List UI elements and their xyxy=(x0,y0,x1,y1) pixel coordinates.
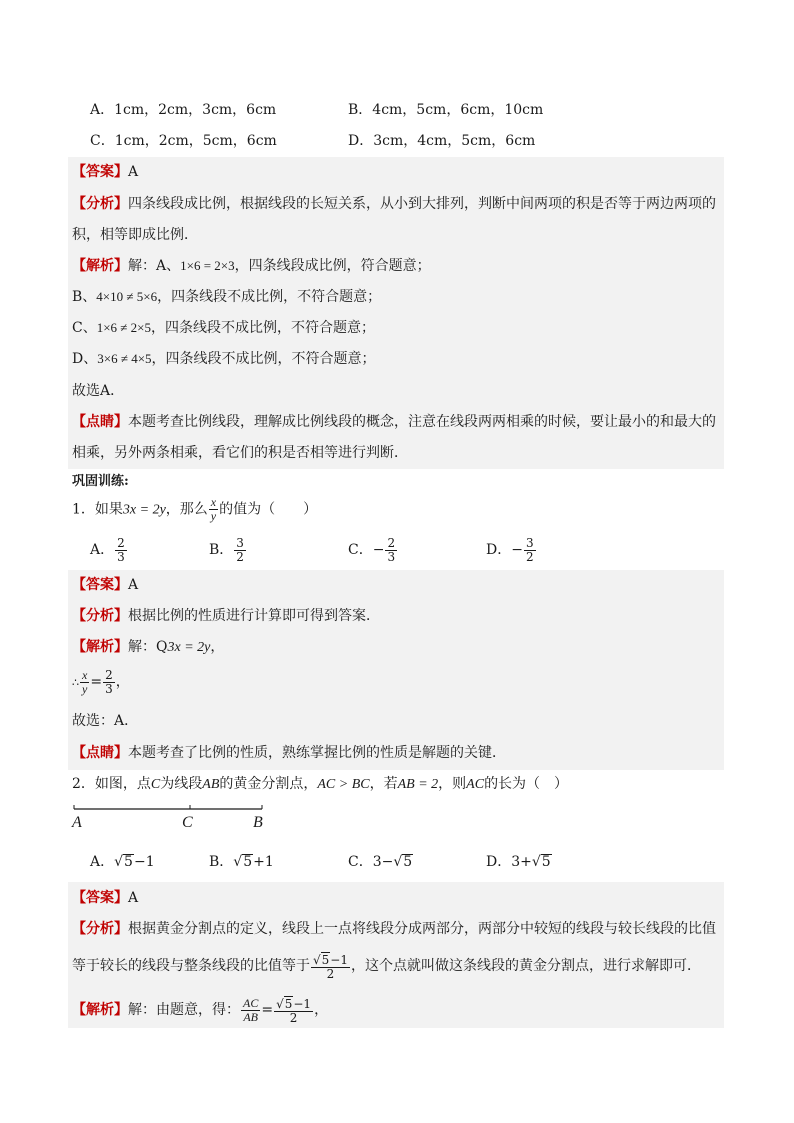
analysis-text-1: 四条线段成比例，根据线段的长短关系，从小到大排列，判断中间两项的积是否等于两边两项的 xyxy=(128,196,716,212)
q1-opt-a-label: A． xyxy=(90,542,115,558)
q1-result-frac-left xyxy=(80,669,89,696)
sqrt-icon: √ xyxy=(114,854,124,870)
q1-solution-suffix: ， xyxy=(210,639,225,655)
q1-stem-fraction xyxy=(209,496,218,523)
analysis-line-2: 积，相等即成比例． xyxy=(72,227,198,243)
comment-line-2: 相乘，另外两条相乘，看它们的积是否相等进行判断． xyxy=(72,445,408,461)
q1-opt-d-frac xyxy=(524,537,536,564)
option-b: B．4cm，5cm，6cm，10cm xyxy=(348,102,544,118)
solution-a-math: 1×6 = 2×3 xyxy=(180,258,235,273)
q2-solution-line xyxy=(72,990,328,1030)
q2-analysis-suffix: ，这个点就叫做这条线段的黄金分割点，进行求解即可． xyxy=(351,958,701,974)
answer-line xyxy=(72,163,138,181)
q2-analysis-text-1: 根据黄金分割点的定义，线段上一点将线段分成两部分，两部分中较短的线段与较长线段的比值 xyxy=(128,921,716,937)
q2-analysis-den: 2 xyxy=(326,966,335,981)
q2-opt-b-label: B． xyxy=(209,854,234,870)
q1-answer-value: A xyxy=(128,577,139,593)
q1-solution-line xyxy=(72,638,224,657)
q1-solution-math: 3x = 2y xyxy=(167,640,211,655)
q1-opt-b-num: 3 xyxy=(236,535,244,550)
option-d: D．3cm，4cm，5cm，6cm xyxy=(348,133,536,149)
q2-seg-ab: AB xyxy=(202,777,220,792)
q1-comment-text: 本题考查了比例的性质，熟练掌握比例的性质是解题的关键． xyxy=(128,745,506,761)
q2-sol-end: ， xyxy=(314,1002,329,1018)
comment-text-1: 本题考查比例线段，理解成比例线段的概念，注意在线段两两相乘的时候，要让最小的和最大的 xyxy=(128,414,716,430)
q1-option-a xyxy=(90,536,128,564)
q2-opt-b-rad: 5 xyxy=(243,854,253,870)
q1-result-line xyxy=(72,665,130,700)
q2-analysis-fraction xyxy=(311,952,350,981)
q2-sol-tail: −1 xyxy=(293,996,312,1011)
q2-pt-c: C xyxy=(150,777,161,792)
q2-answer-line xyxy=(72,889,138,907)
q2-analysis-tag: 【分析】 xyxy=(72,921,128,937)
q1-choose-line: 故选：A． xyxy=(72,713,139,729)
q2-stem-prefix: 2．如图，点 xyxy=(72,776,151,792)
q2-answer-tag: 【答案】 xyxy=(72,890,128,906)
q2-solution-prefix: 解：由题意，得： xyxy=(128,1002,240,1018)
q1-opt-c-label: C． xyxy=(348,542,373,558)
because-symbol: Q xyxy=(156,639,168,655)
figure-label-a: A xyxy=(72,814,82,831)
solution-c-prefix: C、 xyxy=(72,320,97,336)
choose-line: 故选A． xyxy=(72,383,125,399)
figure-label-c: C xyxy=(182,814,193,831)
q1-opt-a-den: 3 xyxy=(117,549,125,564)
q1-frac-num: x xyxy=(210,495,217,509)
solution-a-suffix: ，四条线段成比例，符合题意； xyxy=(234,258,431,274)
solution-line-d xyxy=(72,350,376,368)
q2-ab-eq: AB = 2 xyxy=(397,777,439,792)
solution-a-prefix: 解：A、 xyxy=(128,258,181,274)
q2-answer-value: A xyxy=(128,890,139,906)
q1-stem-mid: ，那么 xyxy=(165,501,208,518)
q1-analysis-text: 根据比例的性质进行计算即可得到答案． xyxy=(128,608,380,624)
q1-opt-d-num: 3 xyxy=(525,535,534,550)
solution-c-suffix: ，四条线段不成比例，不符合题意； xyxy=(151,320,376,336)
q2-opt-a-label: A． xyxy=(90,854,115,870)
option-a: A．1cm，2cm，3cm，6cm xyxy=(90,102,277,118)
analysis-tag: 【分析】 xyxy=(72,196,128,212)
q1-res-den-right: 3 xyxy=(105,681,113,696)
q1-option-c xyxy=(348,536,398,564)
sqrt-icon: √ xyxy=(393,854,403,870)
solution-d-math: 3×6 ≠ 4×5 xyxy=(97,351,152,366)
q2-opt-a-tail: −1 xyxy=(133,854,155,870)
q2-sol-den-left: AB xyxy=(243,1009,258,1024)
solution-line-a xyxy=(72,257,431,275)
q1-opt-d-label: D． xyxy=(486,542,512,558)
solution-line-c xyxy=(72,319,375,337)
solution-b-math: 4×10 ≠ 5×6 xyxy=(96,289,158,304)
q1-opt-c-num: 2 xyxy=(387,535,396,550)
therefore-symbol: ∴ xyxy=(72,676,79,689)
q2-opt-a-rad: 5 xyxy=(124,854,133,870)
q1-res-num-left: x xyxy=(82,667,88,682)
q2-sol-num-right xyxy=(274,996,313,1012)
q1-res-num-right: 2 xyxy=(105,667,113,682)
q2-opt-b-tail: +1 xyxy=(253,854,274,870)
q1-res-den-left: y xyxy=(82,681,88,696)
q1-analysis-line xyxy=(72,607,380,625)
q2-opt-d-rad: 5 xyxy=(541,854,551,870)
q2-stem xyxy=(72,775,568,794)
solution-line-b xyxy=(72,288,381,306)
q2-stem-t1: 为线段 xyxy=(160,776,203,792)
sqrt-icon: √ xyxy=(313,952,321,967)
q1-opt-c-den: 3 xyxy=(387,549,396,564)
segment-figure xyxy=(66,800,276,836)
q1-opt-d-den: 2 xyxy=(525,549,534,564)
q1-option-d xyxy=(486,536,537,564)
q2-option-a xyxy=(90,853,155,871)
q1-opt-a-num: 2 xyxy=(117,535,125,550)
q1-opt-b-den: 2 xyxy=(236,549,244,564)
sqrt-icon: √ xyxy=(233,854,243,870)
q1-answer-tag: 【答案】 xyxy=(72,577,128,593)
q1-option-b xyxy=(209,536,247,564)
figure-label-b: B xyxy=(253,814,263,831)
q2-analysis-line-2 xyxy=(72,946,701,986)
q1-res-end: ， xyxy=(115,674,130,690)
q2-opt-c-rad: 5 xyxy=(403,854,413,870)
q2-sol-rad: 5 xyxy=(284,996,293,1011)
q2-stem-t3: ，若 xyxy=(369,776,398,792)
q1-result-frac-right xyxy=(103,669,115,696)
q1-stem-suffix: 的值为（ ） xyxy=(219,501,318,518)
comment-line-1 xyxy=(72,413,716,431)
q2-stem-t2: 的黄金分割点， xyxy=(219,776,318,792)
q2-ineq: AC > BC xyxy=(317,777,370,792)
q2-analysis-line-1 xyxy=(72,920,716,938)
sqrt-icon: √ xyxy=(276,996,284,1011)
analysis-line-1 xyxy=(72,195,716,213)
q1-opt-d-sign: − xyxy=(511,542,523,558)
option-c: C．1cm，2cm，5cm，6cm xyxy=(90,133,277,149)
q2-analysis-rad: 5 xyxy=(321,952,330,967)
solution-tag: 【解析】 xyxy=(72,258,128,274)
q2-seg-ac: AC xyxy=(466,777,485,792)
q2-opt-d-label: D． xyxy=(486,854,512,870)
q2-opt-c-head: 3− xyxy=(372,854,394,870)
q1-res-eq: = xyxy=(90,674,103,690)
q2-stem-t4: ，则 xyxy=(438,776,467,792)
q2-sol-num-left: AC xyxy=(243,995,259,1010)
q2-opt-c-label: C． xyxy=(348,854,373,870)
q2-opt-d-head: 3+ xyxy=(511,854,532,870)
q1-frac-den: y xyxy=(210,509,217,523)
q1-opt-a-frac xyxy=(115,537,127,564)
q2-solution-frac-right xyxy=(274,996,313,1025)
q2-sol-eq: = xyxy=(261,1002,274,1018)
answer-tag: 【答案】 xyxy=(72,164,128,180)
q2-solution-tag: 【解析】 xyxy=(72,1002,128,1018)
q1-stem xyxy=(72,496,317,524)
q2-analysis-prefix: 等于较长的线段与整条线段的比值等于 xyxy=(72,958,310,974)
q1-opt-c-sign: − xyxy=(372,542,385,558)
q1-answer-line xyxy=(72,576,138,594)
sqrt-icon: √ xyxy=(531,854,541,870)
q1-solution-tag: 【解析】 xyxy=(72,639,128,655)
q1-opt-b-frac xyxy=(234,537,246,564)
q1-analysis-tag: 【分析】 xyxy=(72,608,128,624)
q2-option-d xyxy=(486,853,552,871)
q1-comment-line xyxy=(72,744,506,762)
q1-stem-math: 3x = 2y xyxy=(122,502,166,518)
solution-d-suffix: ，四条线段不成比例，不符合题意； xyxy=(151,351,376,367)
solution-d-prefix: D、 xyxy=(72,351,98,367)
q1-stem-prefix: 1．如果 xyxy=(72,501,123,518)
q2-sol-den-right: 2 xyxy=(289,1010,298,1025)
answer-value: A xyxy=(128,164,139,180)
q2-stem-t5: 的长为（ ） xyxy=(484,776,569,792)
q1-solution-prefix: 解： xyxy=(128,639,156,655)
q2-option-c xyxy=(348,853,413,871)
q1-comment-tag: 【点睛】 xyxy=(72,745,128,761)
section-title: 巩固训练: xyxy=(72,474,129,489)
solution-b-prefix: B、 xyxy=(72,289,97,305)
q2-analysis-frac-num xyxy=(311,952,350,968)
q2-analysis-tail: −1 xyxy=(330,952,348,967)
q1-opt-c-frac xyxy=(385,537,397,564)
solution-c-math: 1×6 ≠ 2×5 xyxy=(96,320,152,335)
comment-tag: 【点睛】 xyxy=(72,414,128,430)
q1-opt-b-label: B． xyxy=(209,542,234,558)
q1-solution-block xyxy=(68,570,724,770)
q2-solution-frac-left xyxy=(241,997,260,1024)
solution-b-suffix: ，四条线段不成比例，不符合题意； xyxy=(157,289,382,305)
q2-option-b xyxy=(209,853,274,871)
